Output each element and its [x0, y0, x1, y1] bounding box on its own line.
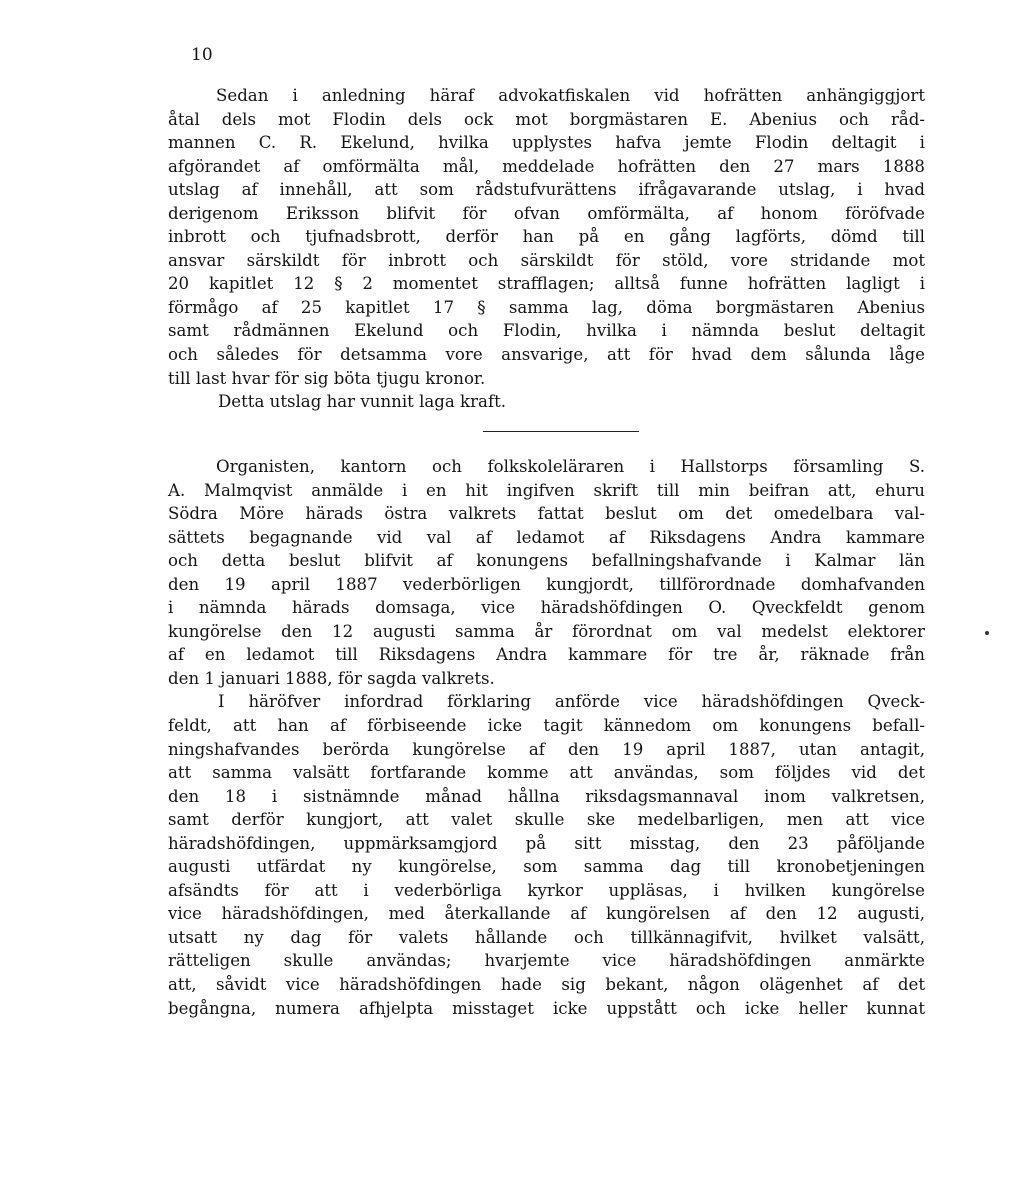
- text-line: åtal dels mot Flodin dels ock mot borgmästaren E. Abenius och råd-: [168, 109, 925, 129]
- text-line: derigenom Eriksson blifvit för ofvan omförmälta, af honom föröfvade: [168, 203, 925, 223]
- text-line: utslag af innehåll, att som rådstufvurättens ifrågavarande utslag, i hvad: [168, 180, 925, 200]
- page-number: 10: [191, 45, 213, 65]
- margin-dot: [985, 631, 989, 635]
- text-line: den 19 april 1887 vederbörligen kungjordt, tillförordnade domhafvanden: [168, 574, 925, 594]
- text-line: att, såvidt vice häradshöfdingen hade sig bekant, någon olägenhet af det: [168, 975, 925, 995]
- text-line: Sedan i anledning häraf advokatfiskalen vid hofrätten anhängiggjort: [216, 86, 925, 105]
- text-line: begångna, numera afhjelpta misstaget icke uppstått och icke heller kunnat: [168, 998, 925, 1018]
- text-line: och således för detsamma vore ansvarige, att för hvad dem sålunda låge: [168, 345, 925, 365]
- text-line: förmågo af 25 kapitlet 17 § samma lag, döma borgmästaren Abenius: [168, 297, 925, 317]
- second-entry-text: [168, 455, 925, 1020]
- text-line: till last hvar för sig böta tjugu kronor.: [168, 368, 486, 388]
- text-line: häradshöfdingen, uppmärksamgjord på sitt misstag, den 23 påföljande: [168, 833, 925, 853]
- text-line: den 1 januari 1888, för sagda valkrets.: [168, 668, 495, 688]
- text-line: Detta utslag har vunnit laga kraft.: [218, 392, 507, 412]
- text-line: mannen C. R. Ekelund, hvilka upplystes hafva jemte Flodin deltagit i: [168, 133, 925, 153]
- text-line: ansvar särskildt för inbrott och särskildt för stöld, vore stridande mot: [168, 250, 925, 270]
- text-line: i nämnda härads domsaga, vice häradshöfdingen O. Qveckfeldt genom: [168, 598, 925, 618]
- text-line: att samma valsätt fortfarande komme att användas, som följdes vid det: [168, 763, 925, 783]
- text-line: afgörandet af omförmälta mål, meddelade hofrätten den 27 mars 1888: [168, 156, 925, 176]
- text-line: feldt, att han af förbiseende icke tagit kännedom om konungens befall-: [168, 716, 925, 736]
- text-line: rätteligen skulle användas; hvarjemte vice häradshöfdingen anmärkte: [168, 951, 925, 971]
- text-line: vice häradshöfdingen, med återkallande af kungörelsen af den 12 augusti,: [168, 904, 925, 924]
- text-line: Södra Möre härads östra valkrets fattat beslut om det omedelbara val-: [168, 504, 925, 524]
- text-line: A. Malmqvist anmälde i en hit ingifven skrift till min beifran att, ehuru: [168, 480, 925, 500]
- text-line: sättets begagnande vid val af ledamot af Riksdagens Andra kammare: [168, 527, 925, 547]
- section-divider: [483, 431, 639, 432]
- text-line: utsatt ny dag för valets hållande och tillkännagifvit, hvilket valsätt,: [168, 927, 925, 947]
- text-line: kungörelse den 12 augusti samma år förordnat om val medelst elektorer: [168, 621, 925, 641]
- text-line: och detta beslut blifvit af konungens befallningshafvande i Kalmar län: [168, 551, 925, 571]
- text-line: afsändts för att i vederbörliga kyrkor uppläsas, i hvilken kungörelse: [168, 880, 925, 900]
- text-line: augusti utfärdat ny kungörelse, som samma dag till kronobetjeningen: [168, 857, 925, 877]
- text-line: samt derför kungjort, att valet skulle ske medelbarligen, men att vice: [168, 810, 925, 830]
- text-line: I häröfver infordrad förklaring anförde vice häradshöfdingen Qveck-: [218, 692, 925, 712]
- text-line: 20 kapitlet 12 § 2 momentet strafflagen; alltså funne hofrätten lagligt i: [168, 274, 925, 294]
- first-entry-text: [168, 84, 925, 414]
- text-line: af en ledamot till Riksdagens Andra kammare för tre år, räknade från: [168, 645, 925, 665]
- text-line: Organisten, kantorn och folkskoleläraren i Hallstorps församling S.: [216, 457, 925, 476]
- text-line: inbrott och tjufnadsbrott, derför han på en gång lagförts, dömd till: [168, 227, 925, 247]
- text-line: ningshafvandes berörda kungörelse af den 19 april 1887, utan antagit,: [168, 739, 925, 759]
- text-line: den 18 i sistnämnde månad hållna riksdagsmannaval inom valkretsen,: [168, 786, 925, 806]
- text-line: samt rådmännen Ekelund och Flodin, hvilka i nämnda beslut deltagit: [168, 321, 925, 341]
